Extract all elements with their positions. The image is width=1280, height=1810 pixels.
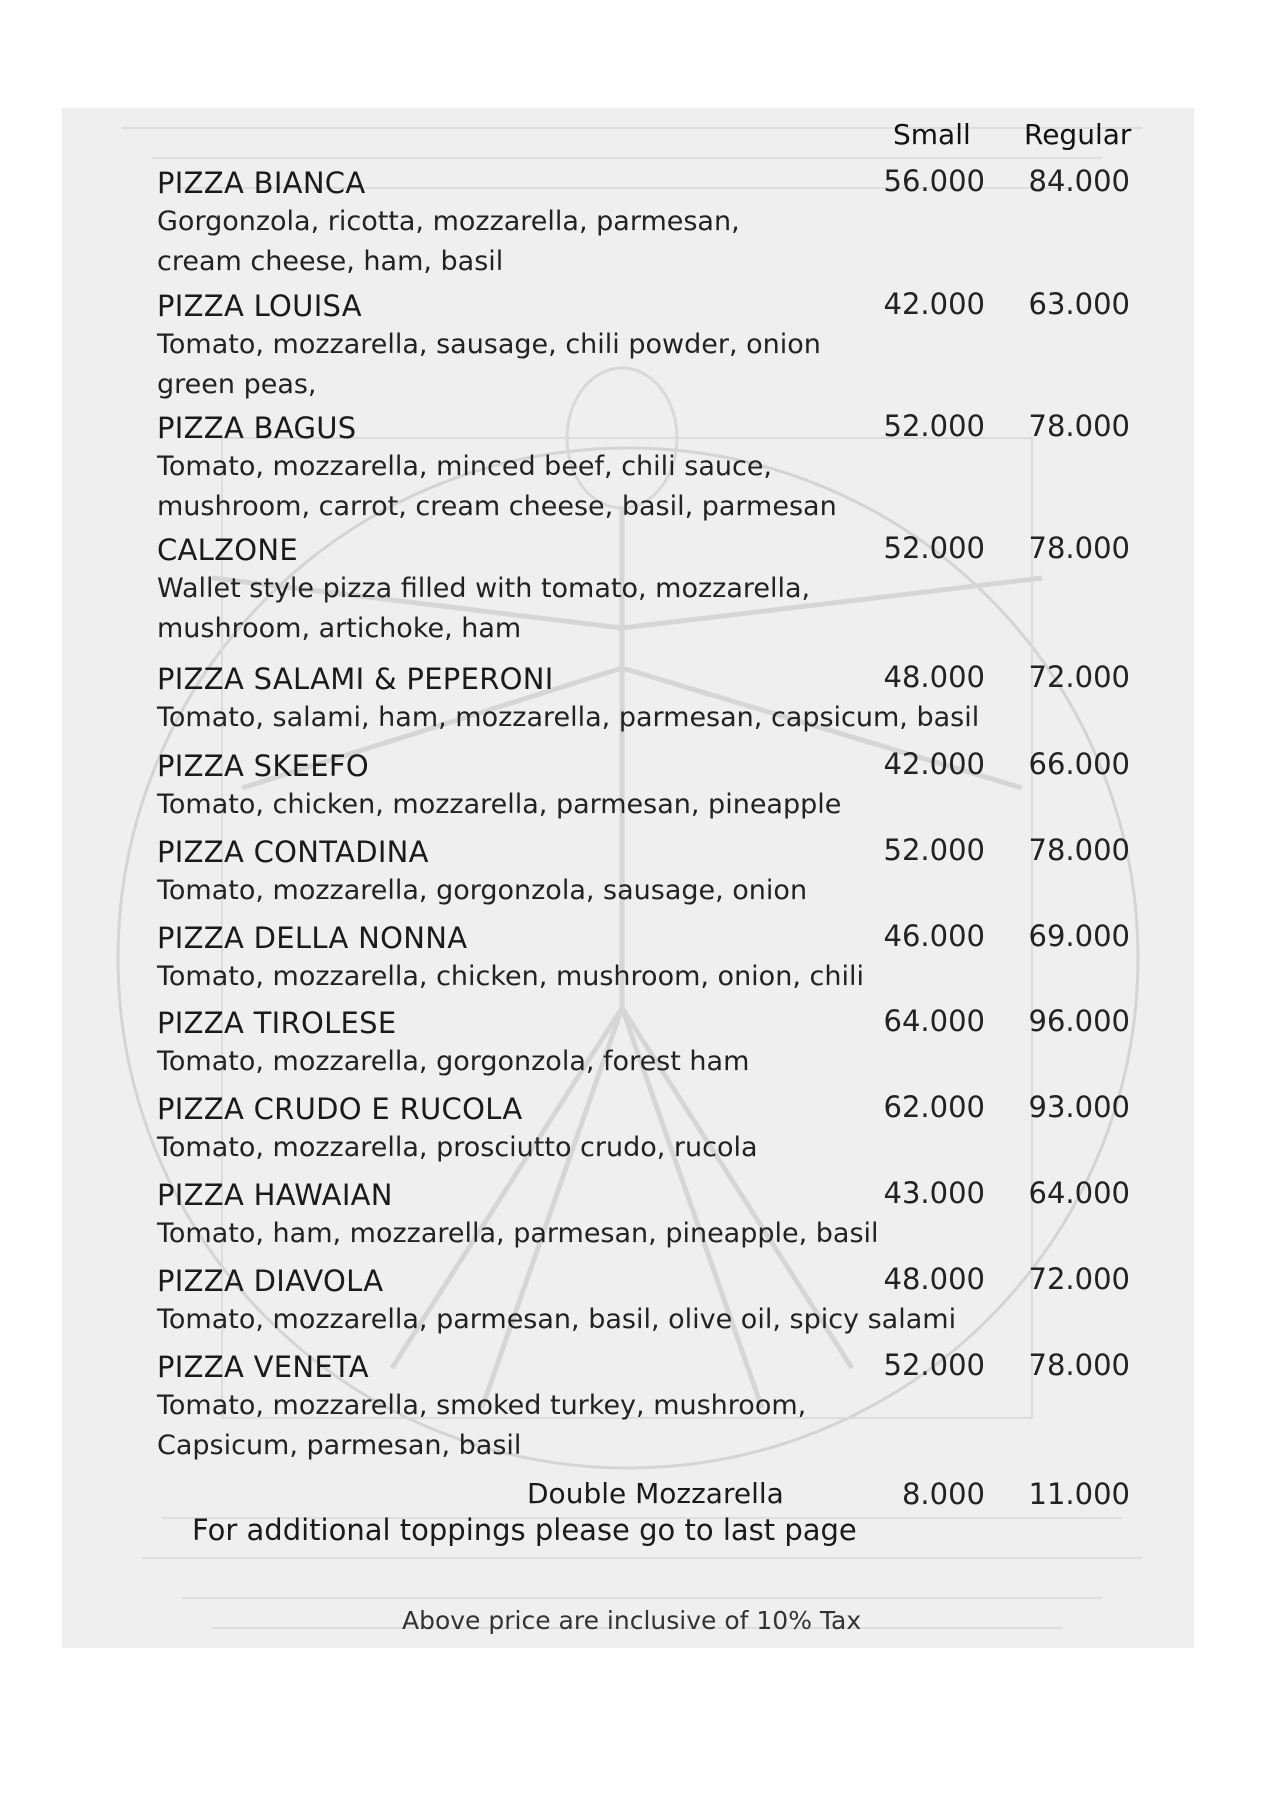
menu-item-description: Wallet style pizza filled with tomato, mozzarella, [157,573,811,604]
menu-item-name: PIZZA DELLA NONNA [157,921,468,955]
menu-item-name: PIZZA BIANCA [157,166,366,200]
menu-item-name: PIZZA BAGUS [157,411,357,445]
menu-item-name: PIZZA LOUISA [157,289,362,323]
menu-item [157,287,821,405]
regular-price: 93.000 [1028,1090,1130,1124]
menu-item-description: Tomato, mozzarella, prosciutto crudo, rucola [157,1132,758,1163]
menu-item-description: Tomato, mozzarella, parmesan, basil, olive oil, spicy salami [157,1304,957,1335]
regular-price: 72.000 [1028,660,1130,694]
menu-item [157,531,810,649]
menu-item-description: Tomato, ham, mozzarella, parmesan, pineapple, basil [157,1218,879,1249]
menu-item-description: Tomato, chicken, mozzarella, parmesan, pineapple [157,789,842,820]
menu-item [157,164,740,282]
menu-item [157,747,841,825]
menu-item-description: Tomato, mozzarella, minced beef, chili sauce, [157,451,773,482]
menu-item-description: mushroom, artichoke, ham [157,613,522,644]
small-size-header: Small [893,118,971,151]
regular-size-header: Regular [1024,118,1132,151]
regular-price: 84.000 [1028,164,1130,198]
menu-item-description: Tomato, mozzarella, gorgonzola, forest ham [157,1046,750,1077]
small-price: 42.000 [883,747,985,781]
menu-item-description: Tomato, mozzarella, chicken, mushroom, onion, chili [157,961,864,992]
small-price: 64.000 [883,1004,985,1038]
toppings-note: For additional toppings please go to last page [192,1513,857,1547]
menu-item-name: PIZZA SKEEFO [157,749,370,783]
small-price: 52.000 [883,1348,985,1382]
menu-item-name: PIZZA CONTADINA [157,835,429,869]
menu-item-description: Gorgonzola, ricotta, mozzarella, parmesan, [157,206,740,237]
menu-item-name: PIZZA HAWAIAN [157,1178,393,1212]
menu-item-name: CALZONE [157,533,299,567]
small-price: 46.000 [883,919,985,953]
menu-item [157,833,807,911]
regular-price: 96.000 [1028,1004,1130,1038]
menu-item-description: Tomato, mozzarella, gorgonzola, sausage, onion [157,875,808,906]
menu-item [157,1004,749,1082]
menu-item-description: Capsicum, parmesan, basil [157,1430,522,1461]
menu-item-name: PIZZA TIROLESE [157,1006,397,1040]
menu-item [157,409,837,527]
menu-item [157,1176,879,1254]
menu-item-description: green peas, [157,369,317,400]
small-price: 48.000 [883,1262,985,1296]
regular-price: 78.000 [1028,833,1130,867]
small-price: 42.000 [883,287,985,321]
menu-item-name: PIZZA VENETA [157,1350,369,1384]
small-price: 52.000 [883,833,985,867]
small-price: 52.000 [883,409,985,443]
menu-item-name: PIZZA CRUDO E RUCOLA [157,1092,523,1126]
regular-price: 63.000 [1028,287,1130,321]
extra-regular-price: 11.000 [1028,1477,1130,1511]
menu-item [157,1348,806,1466]
extra-item-name: Double Mozzarella [527,1477,784,1510]
menu-item-description: Tomato, mozzarella, smoked turkey, mushroom, [157,1390,807,1421]
small-price: 52.000 [883,531,985,565]
menu-item-description: Tomato, salami, ham, mozzarella, parmesan, capsicum, basil [157,702,980,733]
menu-item-description: cream cheese, ham, basil [157,246,504,277]
small-price: 56.000 [883,164,985,198]
regular-price: 78.000 [1028,531,1130,565]
regular-price: 69.000 [1028,919,1130,953]
regular-price: 78.000 [1028,409,1130,443]
menu-item-name: PIZZA SALAMI & PEPERONI [157,662,554,696]
regular-price: 64.000 [1028,1176,1130,1210]
tax-note: Above price are inclusive of 10% Tax [402,1606,862,1635]
menu-item [157,1262,956,1340]
menu-item-description: mushroom, carrot, cream cheese, basil, parmesan [157,491,837,522]
menu-item [157,1090,758,1168]
regular-price: 72.000 [1028,1262,1130,1296]
extra-small-price: 8.000 [901,1477,985,1511]
small-price: 43.000 [883,1176,985,1210]
menu-item-name: PIZZA DIAVOLA [157,1264,384,1298]
regular-price: 78.000 [1028,1348,1130,1382]
menu-item-description: Tomato, mozzarella, sausage, chili powder, onion [157,329,821,360]
small-price: 48.000 [883,660,985,694]
menu-item [157,919,864,997]
small-price: 62.000 [883,1090,985,1124]
regular-price: 66.000 [1028,747,1130,781]
